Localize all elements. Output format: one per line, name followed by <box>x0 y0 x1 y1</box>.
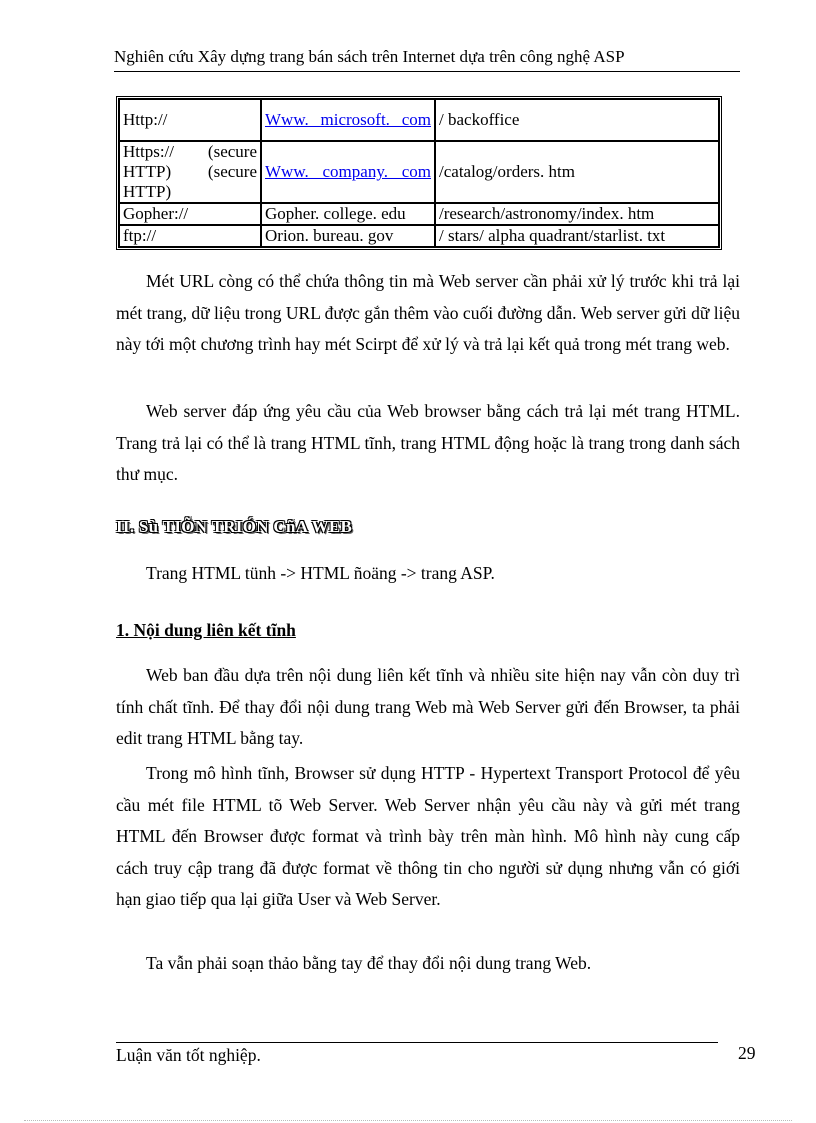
url-table <box>116 96 722 250</box>
footer-divider <box>116 1042 718 1043</box>
paragraph-static-model: Trong mô hình tĩnh, Browser sử dụng HTTP - Hypertext Transport Protocol để yêu cầu mét file HTML tõ Web Server. Web Server nhận yêu cầu này và gửi mét trang HTML đến Browser được format và trình bày trên màn hình. Mô hình này cung cấp cách truy cập trang đã được format về thông tin cho người sử dụng nhưng vẫn có giới hạn giao tiếp qua lại giữa User và Web Server. <box>116 763 740 909</box>
table-row <box>119 225 719 247</box>
paragraph-server-response: Web server đáp ứng yêu cầu của Web browser bằng cách trả lại mét trang HTML. Trang trả lại có thể là trang HTML tĩnh, trang HTML động hoặc là trang trong danh sách thư mục. <box>116 401 740 484</box>
host-link[interactable]: Www. microsoft. com <box>265 110 431 129</box>
paragraph-manual-edit: Ta vẫn phải soạn thảo bằng tay để thay đổi nội dung trang Web. <box>146 953 592 973</box>
footer-label: Luận văn tốt nghiệp. <box>116 1045 261 1065</box>
protocol-cell <box>119 141 261 203</box>
host-cell-link[interactable] <box>261 141 435 203</box>
path-cell: /research/astronomy/index. htm <box>435 203 719 225</box>
path-cell: / backoffice <box>435 99 719 141</box>
table-row <box>119 203 719 225</box>
subsection-heading: 1. Nội dung liên kết tĩnh <box>116 620 296 640</box>
paragraph-evolution: Trang HTML tünh -> HTML ñoäng -> trang ASP. <box>146 563 495 583</box>
host-link[interactable]: Www. company. com <box>265 162 431 181</box>
page-header: Nghiên cứu Xây dựng trang bán sách trên Internet dựa trên công nghệ ASP <box>114 46 740 72</box>
protocol-cell: Gopher:// <box>119 203 261 225</box>
table-row <box>119 99 719 141</box>
section-heading: II. Sù TIÕN TRIÓN CñA WEB <box>116 517 353 536</box>
host-cell-link[interactable] <box>261 99 435 141</box>
paragraph-url-data: Mét URL còng có thể chứa thông tin mà Web server cần phải xử lý trước khi trả lại mét trang, dữ liệu trong URL được gắn thêm vào cuối đường dẫn. Web server gửi dữ liệu này tới một chương trình hay mét Scirpt để xử lý và trả lại kết quả trong mét trang web. <box>116 271 740 354</box>
protocol-cell: Http:// <box>119 99 261 141</box>
table-row <box>119 141 719 203</box>
path-cell: /catalog/orders. htm <box>435 141 719 203</box>
protocol-cell: ftp:// <box>119 225 261 247</box>
page-number: 29 <box>738 1043 756 1063</box>
protocol-text: Https:// (secure HTTP) (secure HTTP) <box>123 142 257 201</box>
host-cell: Orion. bureau. gov <box>261 225 435 247</box>
host-cell: Gopher. college. edu <box>261 203 435 225</box>
page-bottom-edge <box>24 1120 792 1121</box>
paragraph-static-content: Web ban đầu dựa trên nội dung liên kết tĩnh và nhiều site hiện nay vẫn còn duy trì tính chất tĩnh. Để thay đổi nội dung trang Web mà Web Server gửi đến Browser, ta phải edit trang HTML bằng tay. <box>116 665 740 748</box>
path-cell: / stars/ alpha quadrant/starlist. txt <box>435 225 719 247</box>
